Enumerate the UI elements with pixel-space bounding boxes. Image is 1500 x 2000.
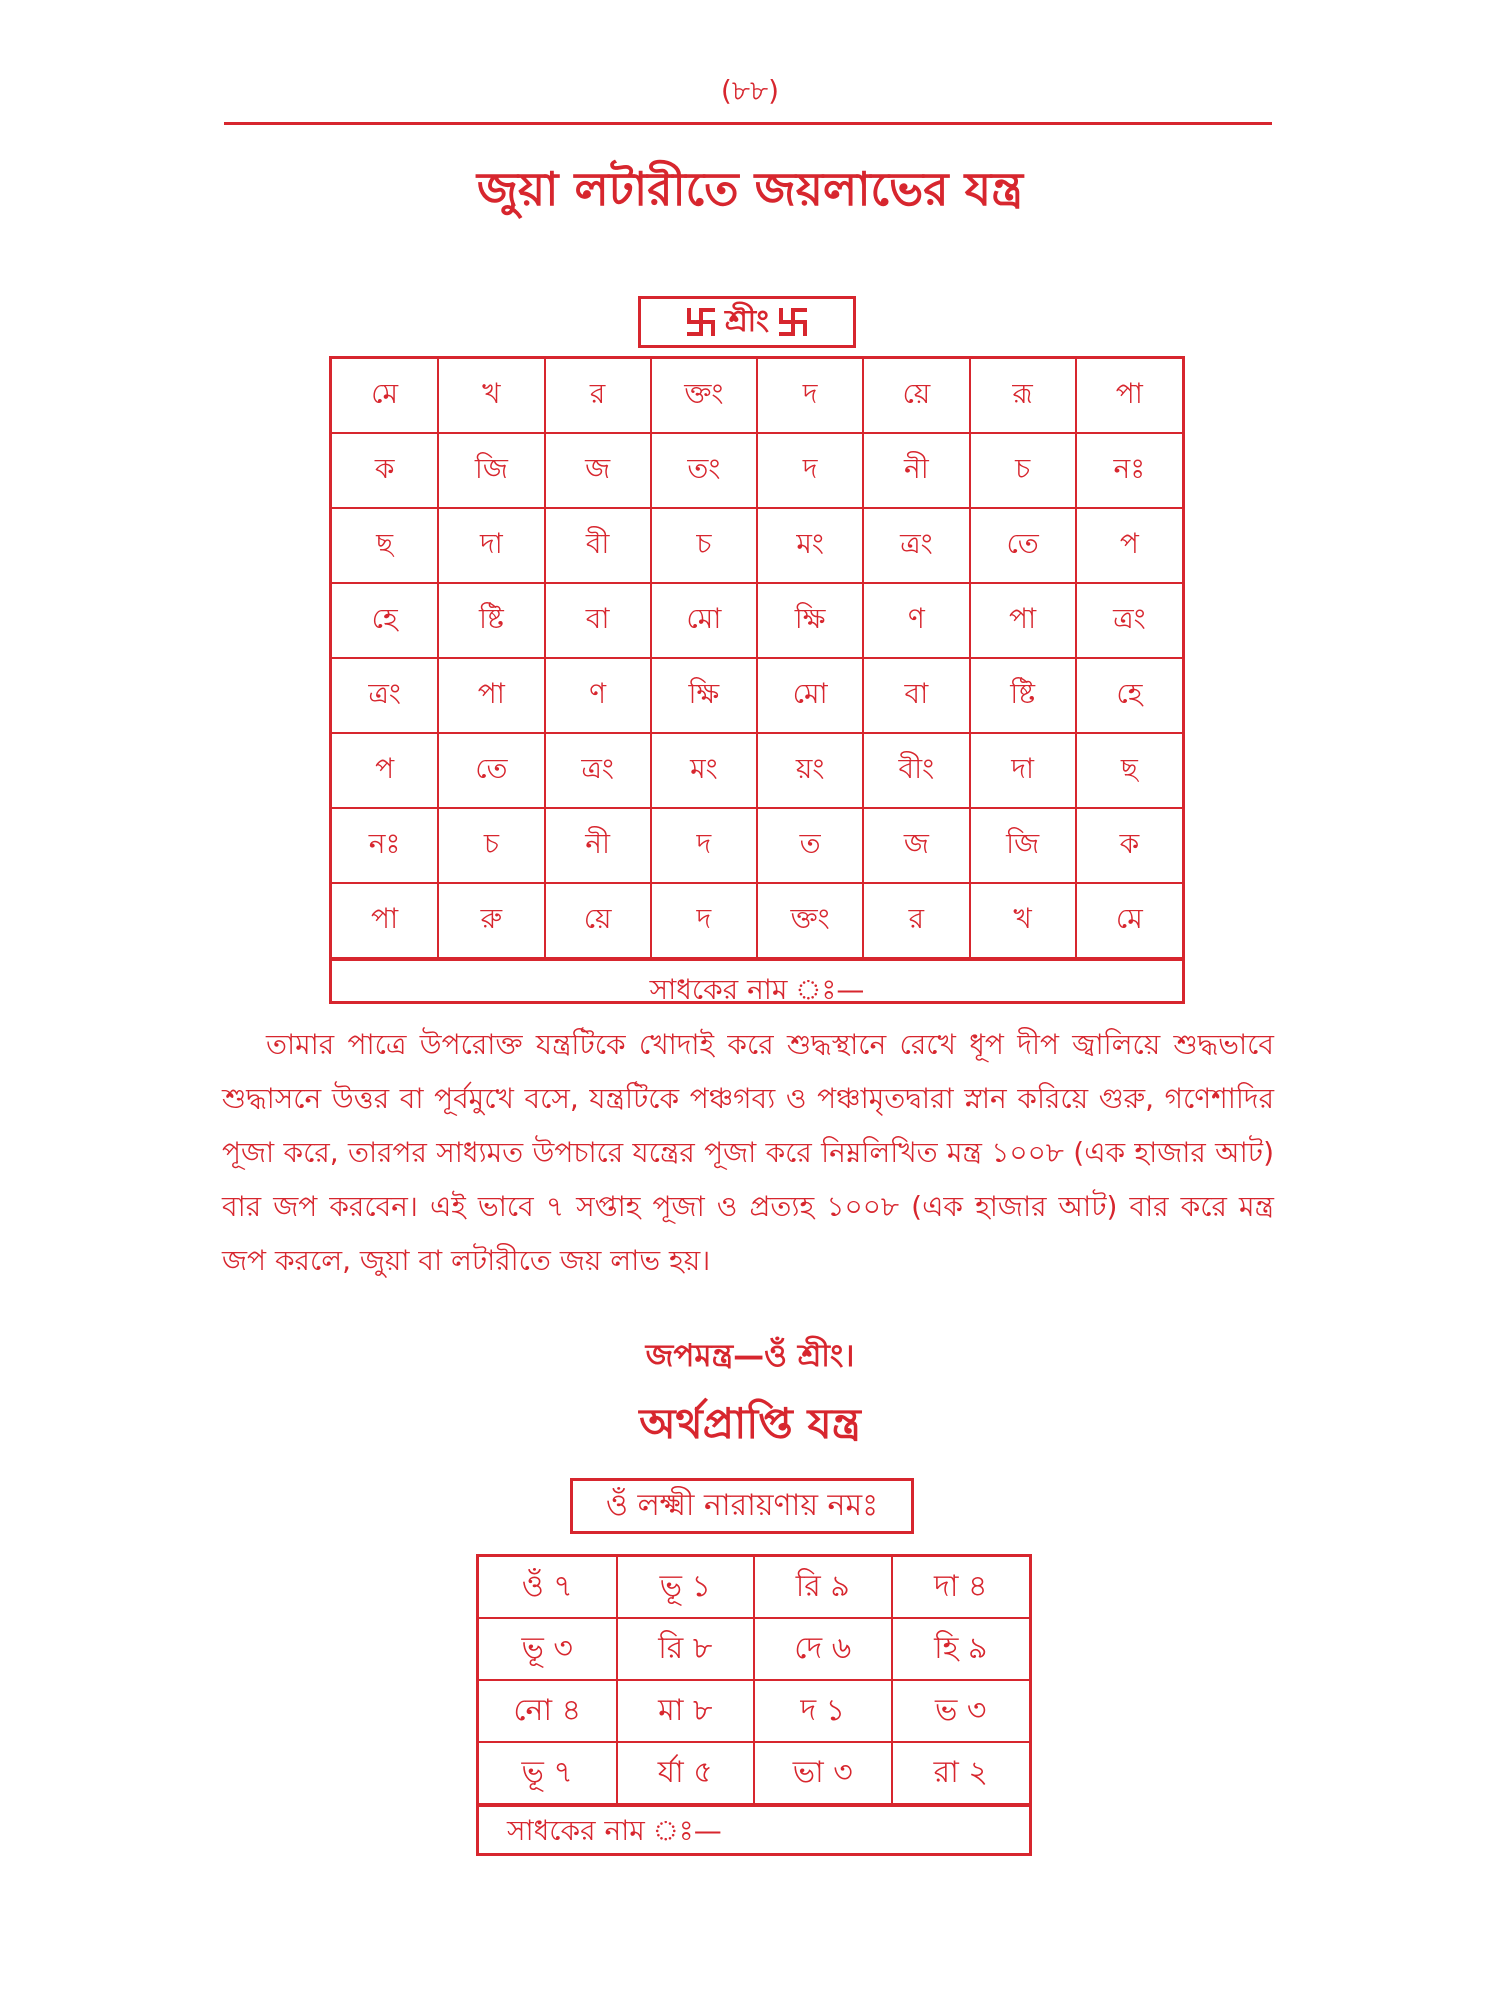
grid-cell: নী — [863, 433, 969, 508]
grid-cell: পা — [438, 658, 544, 733]
grid-cell: প — [1076, 508, 1182, 583]
grid-cell: মো — [651, 583, 757, 658]
grid-cell: জি — [438, 433, 544, 508]
grid-cell: রি ৯ — [754, 1557, 892, 1618]
grid-cell: ক — [332, 433, 438, 508]
grid-cell: মো — [757, 658, 863, 733]
grid-cell: ছ — [332, 508, 438, 583]
grid-cell: ছ — [1076, 733, 1182, 808]
grid-cell: রূ — [970, 359, 1076, 433]
grid-row — [332, 433, 1182, 508]
yantra1-grid — [332, 359, 1182, 959]
grid-cell: ষ্টি — [970, 658, 1076, 733]
grid-row — [332, 883, 1182, 958]
grid-cell: ক্তং — [757, 883, 863, 958]
grid-cell: পা — [332, 883, 438, 958]
grid-cell: য়ে — [863, 359, 969, 433]
japa-mantra: জপমন্ত্র—ওঁ শ্রীং। — [645, 1338, 855, 1374]
grid-cell: বীং — [863, 733, 969, 808]
page-number: (৮৮) — [720, 74, 780, 107]
grid-cell: হে — [332, 583, 438, 658]
grid-row — [332, 808, 1182, 883]
grid-cell: ভূ ৩ — [479, 1618, 617, 1680]
grid-cell: মং — [651, 733, 757, 808]
grid-cell: র — [863, 883, 969, 958]
grid-row — [479, 1680, 1029, 1742]
grid-cell: ক্তং — [651, 359, 757, 433]
grid-row — [332, 733, 1182, 808]
grid-cell: ওঁ ৭ — [479, 1557, 617, 1618]
grid-cell: নঃ — [332, 808, 438, 883]
grid-cell: বা — [863, 658, 969, 733]
grid-cell: তং — [651, 433, 757, 508]
grid-cell: প — [332, 733, 438, 808]
grid-row — [332, 508, 1182, 583]
grid-cell: খ — [438, 359, 544, 433]
grid-cell: রি ৮ — [617, 1618, 755, 1680]
grid-row — [479, 1742, 1029, 1804]
grid-cell: খ — [970, 883, 1076, 958]
grid-cell: তে — [970, 508, 1076, 583]
grid-cell: ভ ৩ — [892, 1680, 1030, 1742]
grid-row — [479, 1557, 1029, 1618]
grid-cell: দ — [757, 433, 863, 508]
grid-cell: জ — [545, 433, 651, 508]
grid-cell: বী — [545, 508, 651, 583]
grid-cell: ভূ ১ — [617, 1557, 755, 1618]
swastika-icon — [687, 308, 715, 336]
swastika-icon — [779, 308, 807, 336]
yantra1-header-text: শ্রীং — [724, 303, 770, 339]
grid-cell: দ — [651, 883, 757, 958]
grid-cell: মে — [332, 359, 438, 433]
grid-row — [332, 359, 1182, 433]
grid-row — [479, 1618, 1029, 1680]
grid-cell: হি ৯ — [892, 1618, 1030, 1680]
grid-row — [332, 583, 1182, 658]
yantra2-grid — [479, 1557, 1029, 1805]
yantra2-table — [476, 1554, 1032, 1856]
grid-cell: দ ১ — [754, 1680, 892, 1742]
grid-cell: য়ং — [757, 733, 863, 808]
grid-cell: দা — [438, 508, 544, 583]
grid-cell: জ — [863, 808, 969, 883]
grid-cell: ণ — [545, 658, 651, 733]
sadhak-name-row: সাধকের নাম ঃ— — [332, 959, 1182, 1022]
grid-cell: চ — [651, 508, 757, 583]
header-rule — [224, 122, 1272, 125]
yantra1-header — [638, 296, 856, 348]
grid-cell: নী — [545, 808, 651, 883]
grid-cell: তে — [438, 733, 544, 808]
grid-cell: ত্রং — [863, 508, 969, 583]
grid-cell: চ — [438, 808, 544, 883]
grid-cell: র্যা ৫ — [617, 1742, 755, 1804]
grid-cell: র — [545, 359, 651, 433]
grid-cell: দ — [651, 808, 757, 883]
grid-cell: ত্রং — [545, 733, 651, 808]
grid-cell: দে ৬ — [754, 1618, 892, 1680]
grid-cell: নো ৪ — [479, 1680, 617, 1742]
grid-cell: ণ — [863, 583, 969, 658]
grid-cell: মং — [757, 508, 863, 583]
grid-cell: দ — [757, 359, 863, 433]
grid-cell: বা — [545, 583, 651, 658]
grid-cell: ত্রং — [332, 658, 438, 733]
grid-cell: ষ্টি — [438, 583, 544, 658]
grid-cell: ভা ৩ — [754, 1742, 892, 1804]
grid-cell: জি — [970, 808, 1076, 883]
grid-cell: চ — [970, 433, 1076, 508]
grid-cell: মা ৮ — [617, 1680, 755, 1742]
grid-row — [332, 658, 1182, 733]
yantra1-table — [329, 356, 1185, 1004]
section-title: অর্থপ্রাপ্তি যন্ত্র — [639, 1399, 861, 1448]
grid-cell: নঃ — [1076, 433, 1182, 508]
grid-cell: ক্ষি — [757, 583, 863, 658]
grid-cell: মে — [1076, 883, 1182, 958]
grid-cell: হে — [1076, 658, 1182, 733]
grid-cell: ক্ষি — [651, 658, 757, 733]
instruction-paragraph: তামার পাত্রে উপরোক্ত যন্ত্রটিকে খোদাই করে শুদ্ধস্থানে রেখে ধূপ দীপ জ্বালিয়ে শুদ্ধভাবে শুদ্ধাসনে উত্তর বা পূর্বমুখে বসে, যন্ত্রটিকে পঞ্চগব্য ও পঞ্চামৃতদ্বারা স্নান করিয়ে গুরু, গণেশাদির পূজা করে, তারপর সাধ্যমত উপচারে যন্ত্রের পূজা করে নিম্নলিখিত মন্ত্র ১০০৮ (এক হাজার আট) বার জপ করবেন। এই ভাবে ৭ সপ্তাহ পূজা ও প্রত্যহ ১০০৮ (এক হাজার আট) বার করে মন্ত্র জপ করলে, জুয়া বা লটারীতে জয় লাভ হয়। — [222, 1028, 1274, 1277]
yantra2-header: ওঁ লক্ষ্মী নারায়ণায় নমঃ — [570, 1478, 914, 1534]
grid-cell: দা — [970, 733, 1076, 808]
grid-cell: রা ২ — [892, 1742, 1030, 1804]
grid-cell: ক — [1076, 808, 1182, 883]
page-title: জুয়া লটারীতে জয়লাভের যন্ত্র — [476, 162, 1024, 216]
sadhak-name-row: সাধকের নাম ঃ— — [479, 1805, 1029, 1857]
grid-cell: ত — [757, 808, 863, 883]
grid-cell: দা ৪ — [892, 1557, 1030, 1618]
grid-cell: পা — [1076, 359, 1182, 433]
grid-cell: য়ে — [545, 883, 651, 958]
grid-cell: রু — [438, 883, 544, 958]
grid-cell: পা — [970, 583, 1076, 658]
grid-cell: ভূ ৭ — [479, 1742, 617, 1804]
grid-cell: ত্রং — [1076, 583, 1182, 658]
